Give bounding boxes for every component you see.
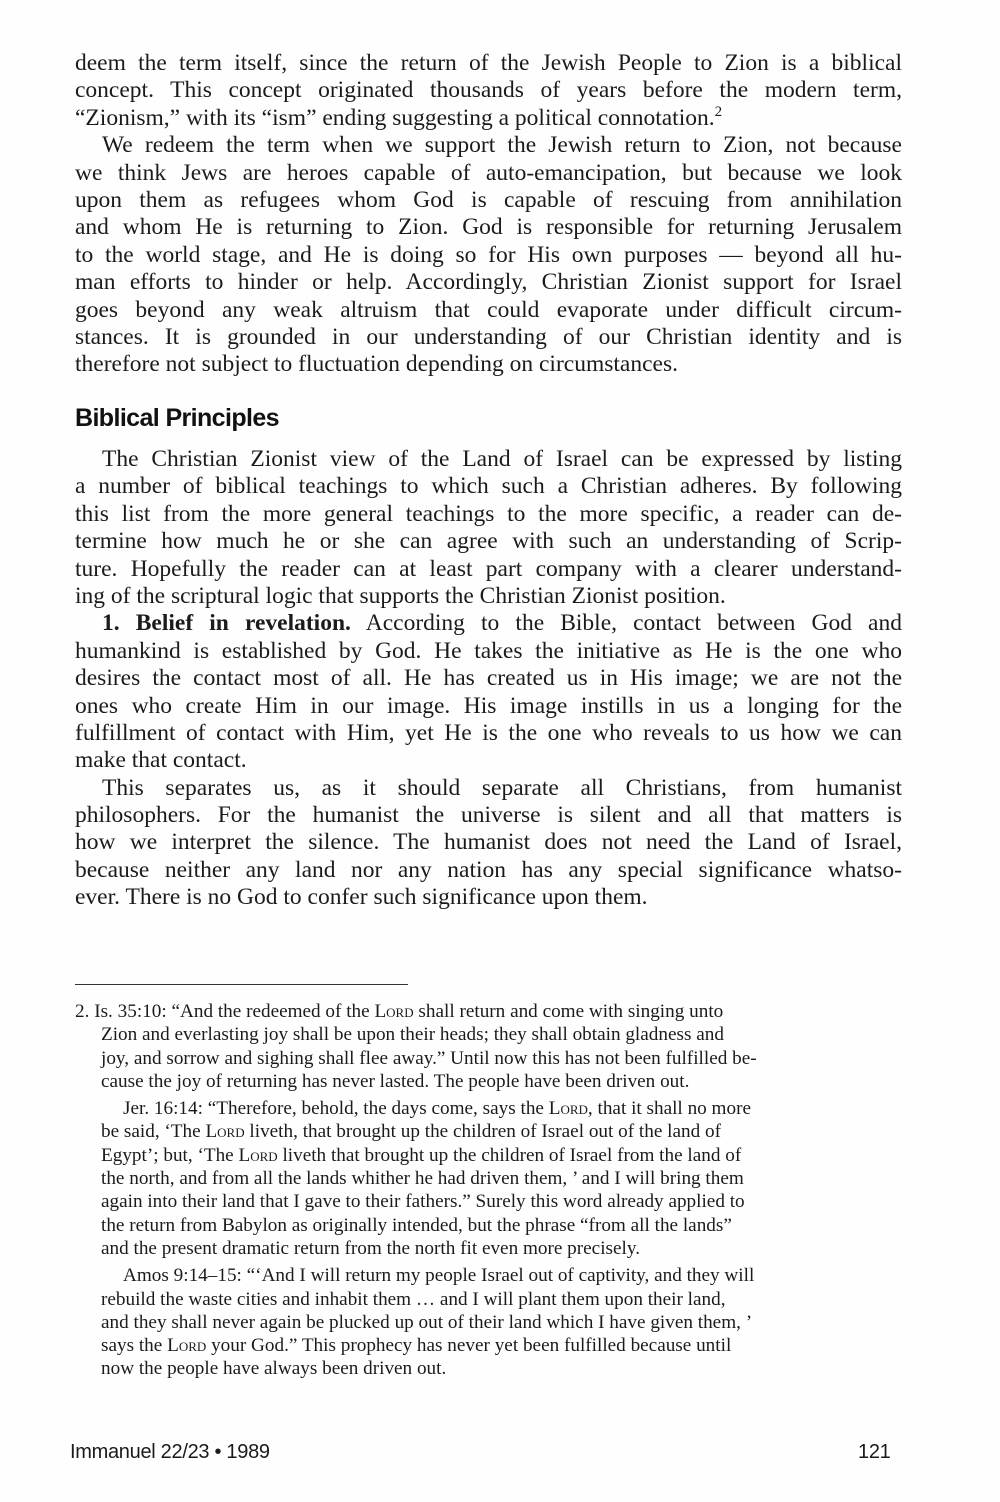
text-line: upon them as refugees whom God is capable of rescuing from annihilation xyxy=(75,186,902,213)
paragraph-redeem-term xyxy=(75,132,902,379)
small-caps-lord: Lord xyxy=(205,1121,245,1143)
footnote-line: and the present dramatic return from the north fit even more precisely. xyxy=(101,1237,640,1259)
footnote-line: cause the joy of returning has never lasted. The people have been driven out. xyxy=(101,1070,690,1092)
text-line: therefore not subject to fluctuation depending on circumstances. xyxy=(75,351,678,378)
text-fragment: “Zionism,” with its “ism” ending suggesting a political connotation. xyxy=(75,104,715,131)
footnote-number: 2. xyxy=(75,1001,90,1022)
footnote-line: now the people have always been driven out. xyxy=(101,1358,447,1380)
text-line xyxy=(75,105,902,132)
page-number: 121 xyxy=(858,1441,891,1463)
text-line xyxy=(75,610,902,637)
text-line: concept. This concept originated thousands of years before the modern term, xyxy=(75,77,902,104)
text-line: ture. Hopefully the reader can at least part company with a clearer understand- xyxy=(75,555,902,582)
text-line: stances. It is grounded in our understanding of our Christian identity and is xyxy=(75,323,902,350)
small-caps-lord: Lord xyxy=(167,1335,207,1357)
section-heading: Biblical Principles xyxy=(75,404,279,432)
text-line: humankind is established by God. He takes the initiative as He is the one who xyxy=(75,637,902,664)
biblical-principles-body xyxy=(75,446,902,912)
footnote-line: rebuild the waste cities and inhabit them … and I will plant them upon their land, xyxy=(101,1288,726,1310)
footnote-line: Egypt’; but, ‘The Lord liveth that brought up the children of Israel from the land of xyxy=(101,1144,742,1166)
footnote-2-isaiah xyxy=(75,1000,902,1093)
footnote-reference[interactable]: 2 xyxy=(714,103,723,120)
text-line: how we interpret the silence. The humanist does not need the Land of Israel, xyxy=(75,829,902,856)
text-line: and whom He is returning to Zion. God is responsible for returning Jerusalem xyxy=(75,214,902,241)
paragraph-humanist xyxy=(75,775,902,912)
small-caps-lord: Lord xyxy=(548,1098,588,1120)
footnote-line: be said, ‘The Lord liveth, that brought up the children of Israel out of the land of xyxy=(101,1121,721,1143)
text-line: This separates us, as it should separate all Christians, from humanist xyxy=(102,774,902,801)
text-line: deem the term itself, since the return of the Jewish People to Zion is a biblical xyxy=(75,50,902,76)
small-caps-lord: Lord xyxy=(238,1144,278,1166)
small-caps-lord: Lord xyxy=(374,1001,414,1022)
text-line: we think Jews are heroes capable of auto-emancipation, but because we look xyxy=(75,159,902,186)
footnote-line: Jer. 16:14: “Therefore, behold, the days come, says the Lord, that it shall no more xyxy=(123,1098,751,1120)
footnote-line xyxy=(75,1000,902,1023)
footnote-2-amos xyxy=(75,1264,902,1380)
footnotes xyxy=(75,1000,902,1381)
text-fragment: Is. 35:10: “And the redeemed of the Lord shall return and come with singing unto xyxy=(94,1001,724,1022)
footnote-divider xyxy=(75,984,408,985)
point-title: 1. Belief in revelation. xyxy=(102,610,351,637)
text-line: man efforts to hinder or help. Accordingly, Christian Zionist support for Israel xyxy=(75,269,902,296)
footnote-line: again into their land that I gave to their fathers.” Surely this word already applied to xyxy=(101,1191,745,1213)
footnote-line: and they shall never again be plucked up out of their land which I have given them, ’ xyxy=(101,1311,753,1333)
footnote-line: the north, and from all the lands whither he had driven them, ’ and I will bring them xyxy=(101,1168,744,1190)
text-line: this list from the more general teachings to the more specific, a reader can de- xyxy=(75,500,902,527)
text-line: ones who create Him in our image. His image instills in us a longing for the xyxy=(75,692,902,719)
text-line: desires the contact most of all. He has created us in His image; we are not the xyxy=(75,665,902,692)
text-fragment: According to the Bible, contact between God and xyxy=(365,610,902,637)
text-line: The Christian Zionist view of the Land of Israel can be expressed by listing xyxy=(102,446,902,472)
text-line: philosophers. For the humanist the universe is silent and all that matters is xyxy=(75,802,902,829)
text-line: termine how much he or she can agree with such an understanding of Scrip- xyxy=(75,528,902,555)
text-line: make that contact. xyxy=(75,747,247,774)
footnote-2-jeremiah xyxy=(75,1097,902,1260)
paragraph-intro xyxy=(75,446,902,610)
text-line: We redeem the term when we support the Jewish return to Zion, not because xyxy=(102,132,902,159)
running-footer: Immanuel 22/23 • 1989 xyxy=(70,1441,270,1463)
text-line: a number of biblical teachings to which such a Christian adheres. By following xyxy=(75,473,902,500)
paragraph-point-1 xyxy=(75,610,902,774)
text-line: ever. There is no God to confer such significance upon them. xyxy=(75,884,648,911)
footnote-line: Amos 9:14–15: “‘And I will return my people Israel out of captivity, and they will xyxy=(123,1265,755,1287)
paragraph-deem-term xyxy=(75,50,902,132)
text-line: ing of the scriptural logic that supports the Christian Zionist position. xyxy=(75,582,726,609)
footnote-line: Zion and everlasting joy shall be upon their heads; they shall obtain gladness and xyxy=(101,1024,724,1046)
footnote-line: the return from Babylon as originally intended, but the phrase “from all the lands” xyxy=(101,1214,732,1236)
opening-paragraphs xyxy=(75,50,902,379)
text-line: goes beyond any weak altruism that could evaporate under difficult circum- xyxy=(75,296,902,323)
text-line: because neither any land nor any nation has any special significance whatso- xyxy=(75,856,902,883)
footnote-line: says the Lord your God.” This prophecy has never yet been fulfilled because until xyxy=(101,1335,732,1357)
text-line: fulfillment of contact with Him, yet He is the one who reveals to us how we can xyxy=(75,719,902,746)
text-line: to the world stage, and He is doing so for His own purposes — beyond all hu- xyxy=(75,241,902,268)
footnote-line: joy, and sorrow and sighing shall flee away.” Until now this has not been fulfilled be- xyxy=(101,1047,757,1069)
